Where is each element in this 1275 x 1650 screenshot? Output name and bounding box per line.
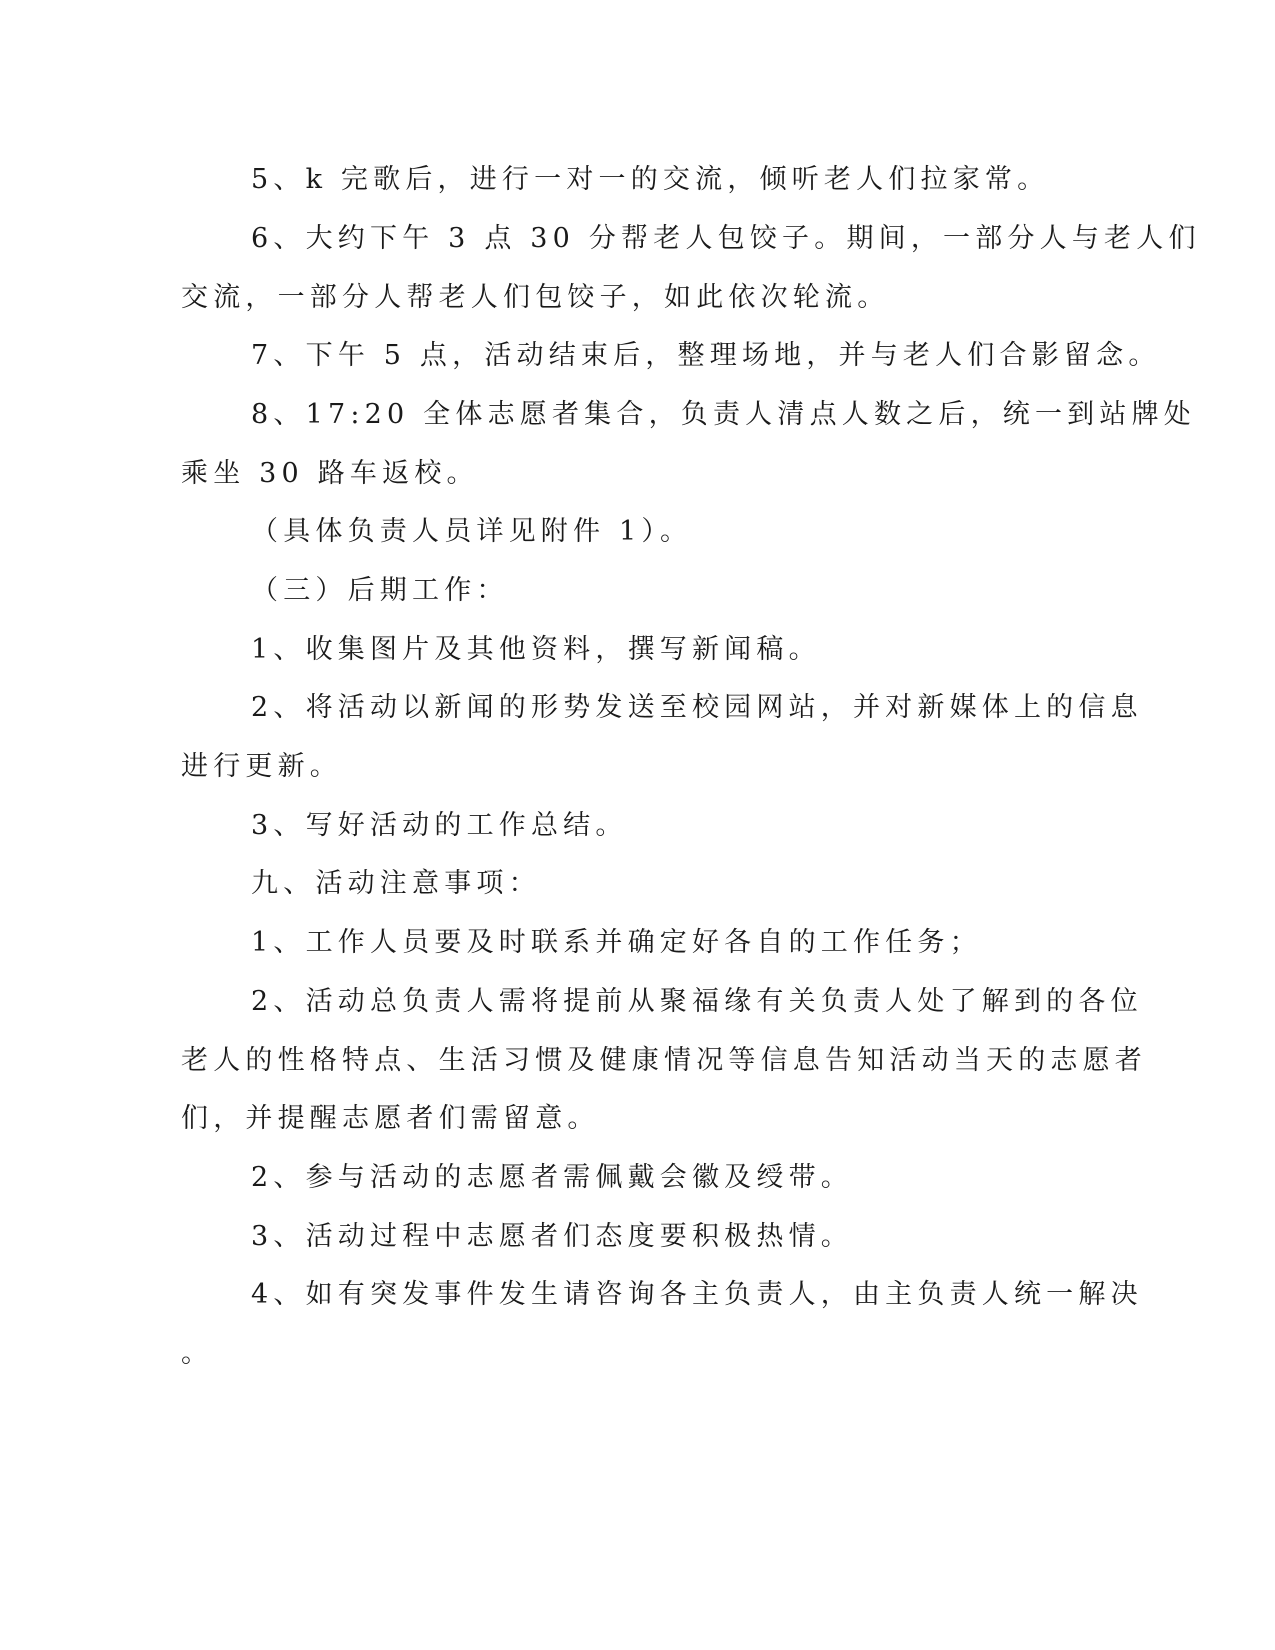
section-heading: （三）后期工作：	[251, 575, 509, 606]
paragraph-line: 7、下午 5 点，活动结束后，整理场地，并与老人们合影留念。	[251, 340, 1161, 371]
paragraph-line: 3、写好活动的工作总结。	[251, 810, 628, 841]
section-heading: 九、活动注意事项：	[251, 868, 541, 899]
paragraph-line: 8、17:20 全体志愿者集合，负责人清点人数之后，统一到站牌处	[251, 399, 1196, 430]
paragraph-line: 3、活动过程中志愿者们态度要积极热情。	[251, 1221, 853, 1252]
paragraph-line: 老人的性格特点、生活习惯及健康情况等信息告知活动当天的志愿者	[181, 1045, 1147, 1076]
paragraph-line: 乘坐 30 路车返校。	[181, 458, 479, 489]
paragraph-line: 1、工作人员要及时联系并确定好各自的工作任务；	[251, 927, 982, 958]
paragraph-line: 6、大约下午 3 点 30 分帮老人包饺子。期间，一部分人与老人们	[251, 223, 1201, 254]
paragraph-line: 。	[181, 1338, 214, 1369]
paragraph-line: 2、参与活动的志愿者需佩戴会徽及绶带。	[251, 1162, 853, 1193]
paragraph-line: 5、k 完歌后，进行一对一的交流，倾听老人们拉家常。	[251, 164, 1050, 195]
paragraph-line: 2、活动总负责人需将提前从聚福缘有关负责人处了解到的各位	[251, 986, 1143, 1017]
paragraph-line: 交流，一部分人帮老人们包饺子，如此依次轮流。	[181, 282, 890, 313]
paragraph-line: 1、收集图片及其他资料，撰写新闻稿。	[251, 634, 821, 665]
paragraph-line: 4、如有突发事件发生请咨询各主负责人，由主负责人统一解决	[251, 1279, 1143, 1310]
paragraph-line: 2、将活动以新闻的形势发送至校园网站，并对新媒体上的信息	[251, 692, 1143, 723]
paragraph-line: （具体负责人员详见附件 1）。	[251, 516, 693, 547]
paragraph-line: 进行更新。	[181, 751, 342, 782]
paragraph-line: 们，并提醒志愿者们需留意。	[181, 1103, 600, 1134]
